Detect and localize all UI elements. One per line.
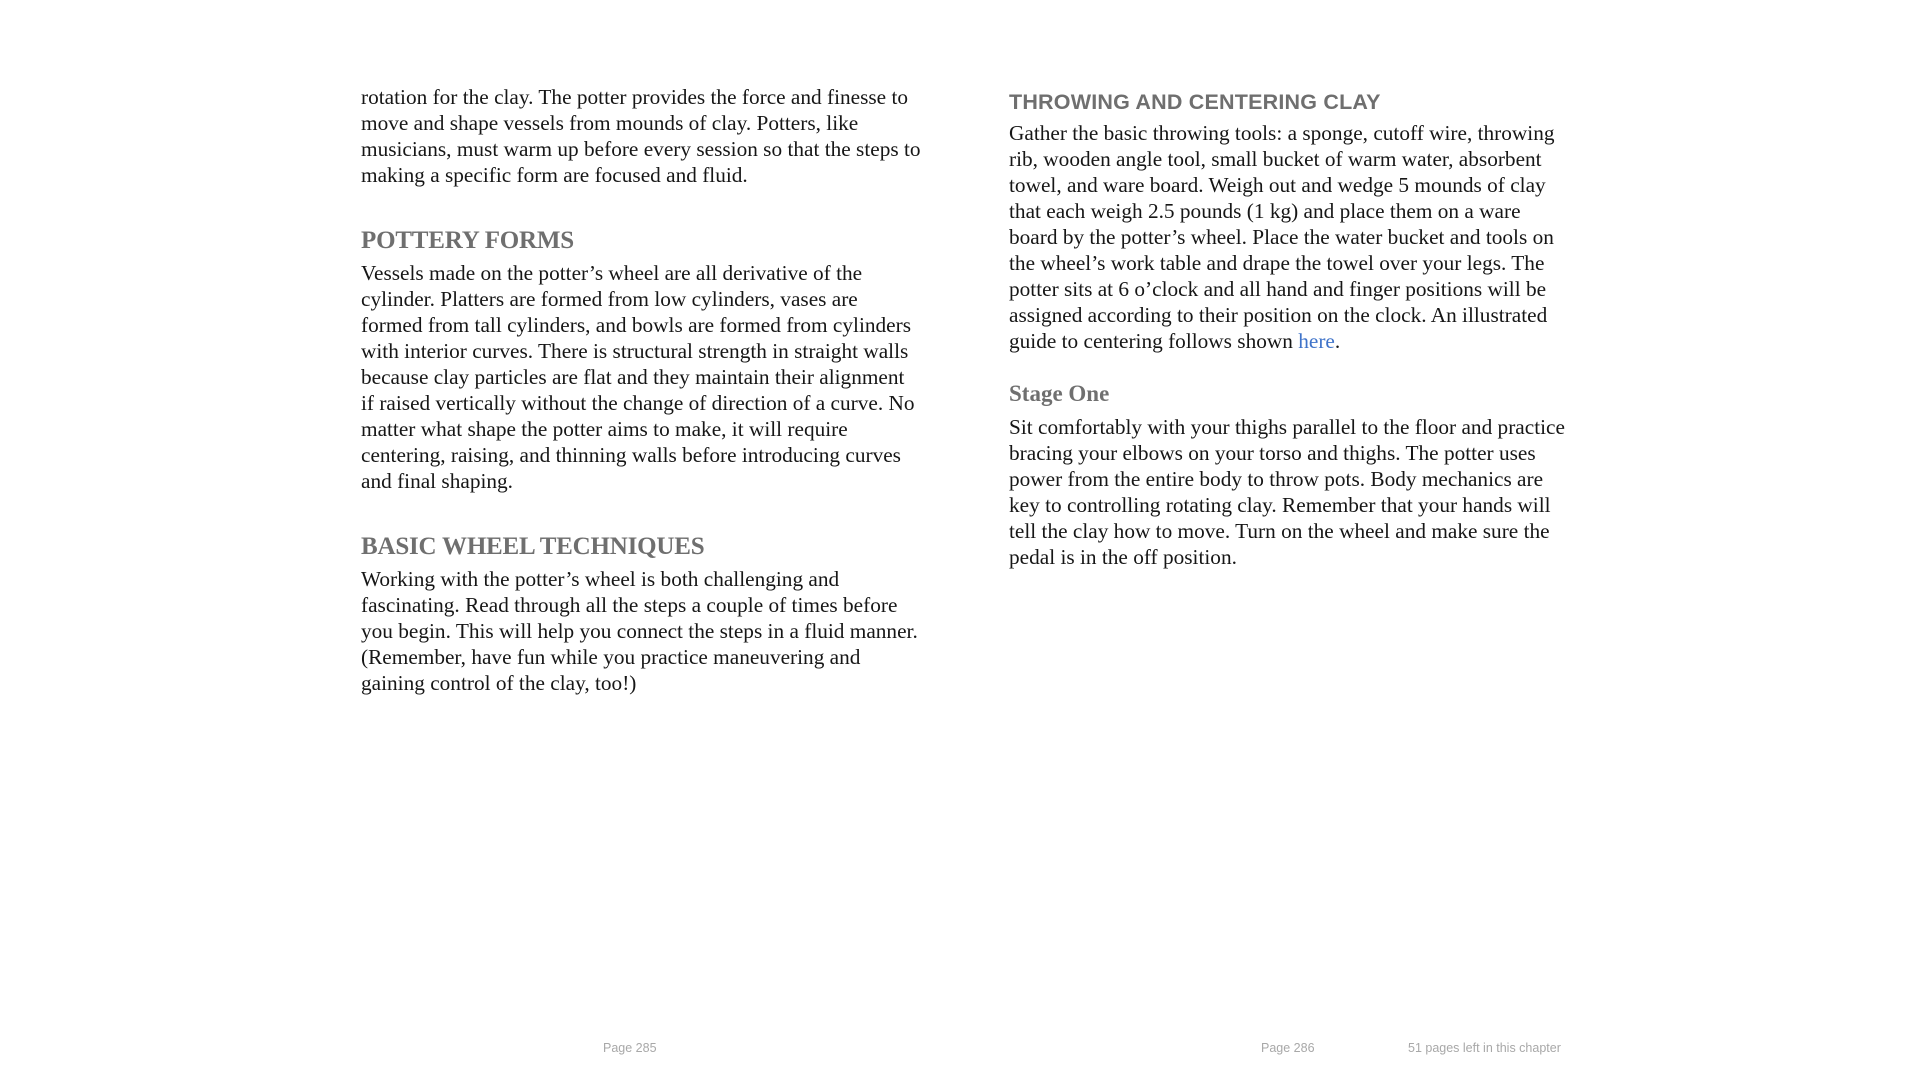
stage-one-heading: Stage One <box>1009 381 1110 406</box>
pottery-forms-paragraph: Vessels made on the potter’s wheel are all derivative of the cylinder. Platters are formed from low cylinders, vases are formed from tall cylinders, and bowls are formed from cylinders with interior curves. There is structural strength in straight walls because clay particles are flat and they maintain their alignment if raised vertically without the change of direction of a curve. No matter what shape the potter aims to make, it will require centering, raising, and thinning walls before introducing curves and final shaping. <box>361 261 915 493</box>
left-page <box>361 84 921 696</box>
right-page-number: Page 286 <box>1261 1041 1315 1055</box>
basic-wheel-heading: BASIC WHEEL TECHNIQUES <box>361 533 705 560</box>
throwing-paragraph <box>1009 120 1569 354</box>
pages-left-indicator: 51 pages left in this chapter <box>1408 1041 1561 1055</box>
left-page-number: Page 285 <box>603 1041 657 1055</box>
throwing-paragraph-end: . <box>1334 329 1341 353</box>
throwing-paragraph-text: Gather the basic throwing tools: a sponge, cutoff wire, throwing rib, wooden angle tool, small bucket of warm water, absorbent towel, and ware board. Weigh out and wedge 5 mounds of clay that each weigh 2.5 pounds (1 kg) and place them on a ware board by the potter’s wheel. Place the water bucket and tools on the wheel’s work table and drape the towel over your legs. The potter sits at 6 o’clock and all hand and finger positions will be assigned according to their position on the clock. An illustrated guide to centering follows shown <box>1009 121 1555 353</box>
right-page <box>1009 90 1569 570</box>
stage-one-paragraph: Sit comfortably with your thighs parallel to the floor and practice bracing your elbows on your torso and thighs. The potter uses power from the entire body to throw pots. Body mechanics are key to controlling rotating clay. Remember that your hands will tell the clay how to move. Turn on the wheel and make sure the pedal is in the off position. <box>1009 415 1565 569</box>
here-link[interactable]: here <box>1298 329 1335 353</box>
basic-wheel-paragraph: Working with the potter’s wheel is both challenging and fascinating. Read through all the steps a couple of times before you begin. This will help you connect the steps in a fluid manner. (Remember, have fun while you practice maneuvering and gaining control of the clay, too!) <box>361 567 918 695</box>
pottery-forms-heading: POTTERY FORMS <box>361 227 574 254</box>
intro-paragraph: rotation for the clay. The potter provides the force and finesse to move and shape vessels from mounds of clay. Potters, like musicians, must warm up before every session so that the steps to making a specific form are focused and fluid. <box>361 85 921 187</box>
throwing-heading: THROWING AND CENTERING CLAY <box>1009 90 1381 114</box>
